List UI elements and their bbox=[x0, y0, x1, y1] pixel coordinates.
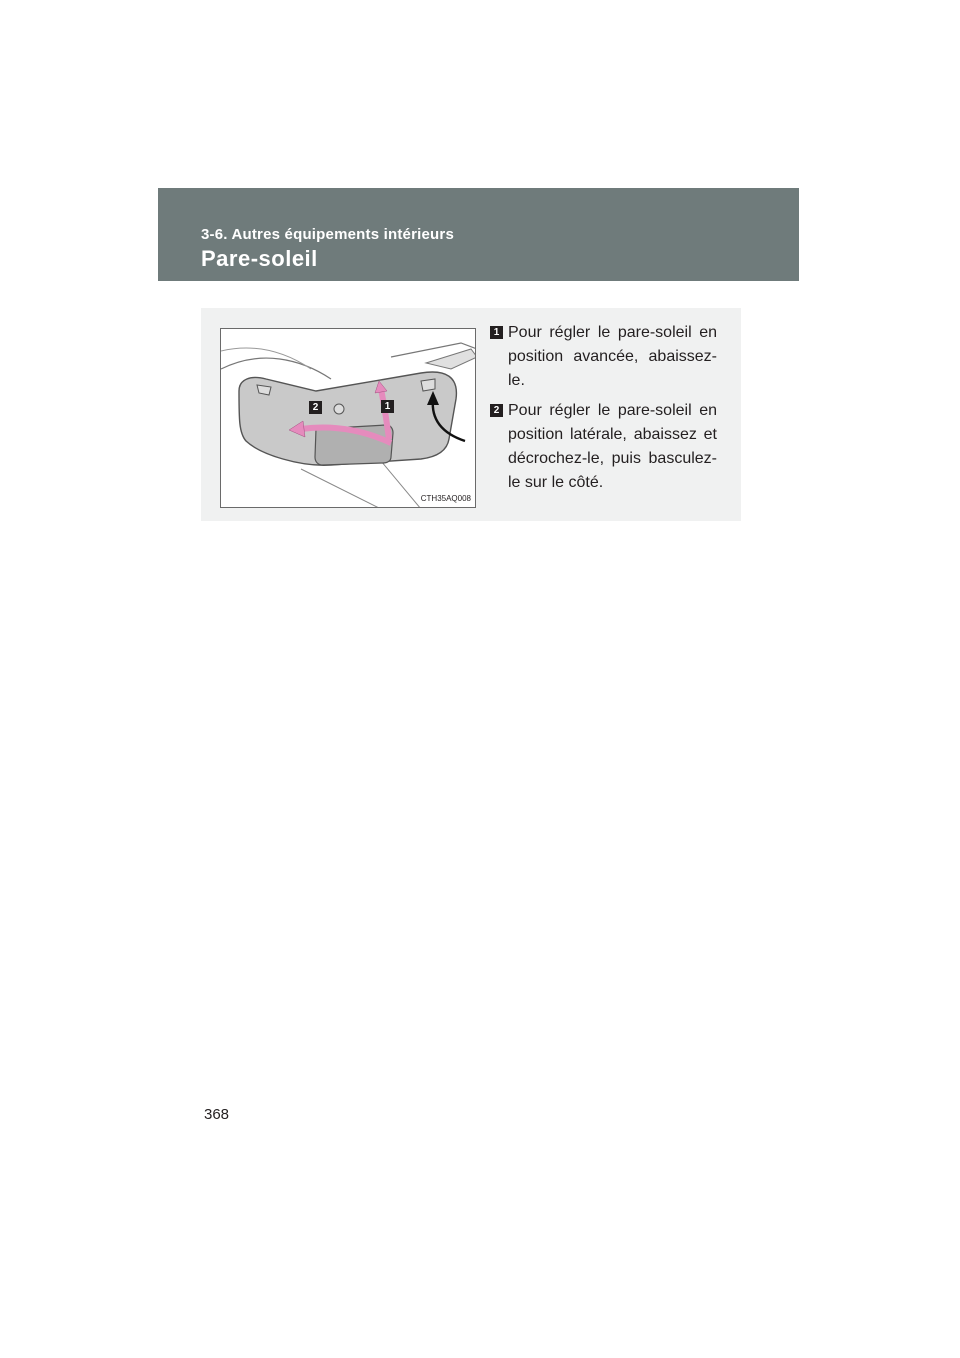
page-title: Pare-soleil bbox=[201, 246, 318, 271]
step-number: 1 bbox=[490, 326, 503, 339]
step-number: 2 bbox=[490, 404, 503, 417]
step-text: Pour régler le pare-soleil en position latérale, abaissez et décrochez-le, puis basculez-le sur le côté. bbox=[508, 402, 717, 491]
sun-visor-drawing bbox=[221, 329, 476, 508]
page-number: 368 bbox=[204, 1106, 230, 1123]
content-box bbox=[201, 308, 741, 521]
chapter-header bbox=[158, 188, 799, 281]
section-label: 3-6. Autres équipements intérieurs bbox=[201, 226, 454, 243]
step-item bbox=[490, 399, 717, 495]
step-item bbox=[490, 321, 717, 393]
sun-visor-illustration bbox=[220, 328, 476, 508]
step-text: Pour régler le pare-soleil en position avancée, abaissez-le. bbox=[508, 324, 717, 389]
step-list bbox=[490, 321, 717, 501]
callout-1: 1 bbox=[381, 400, 394, 413]
callout-2: 2 bbox=[309, 401, 322, 414]
illustration-code: CTH35AQ008 bbox=[420, 494, 471, 503]
